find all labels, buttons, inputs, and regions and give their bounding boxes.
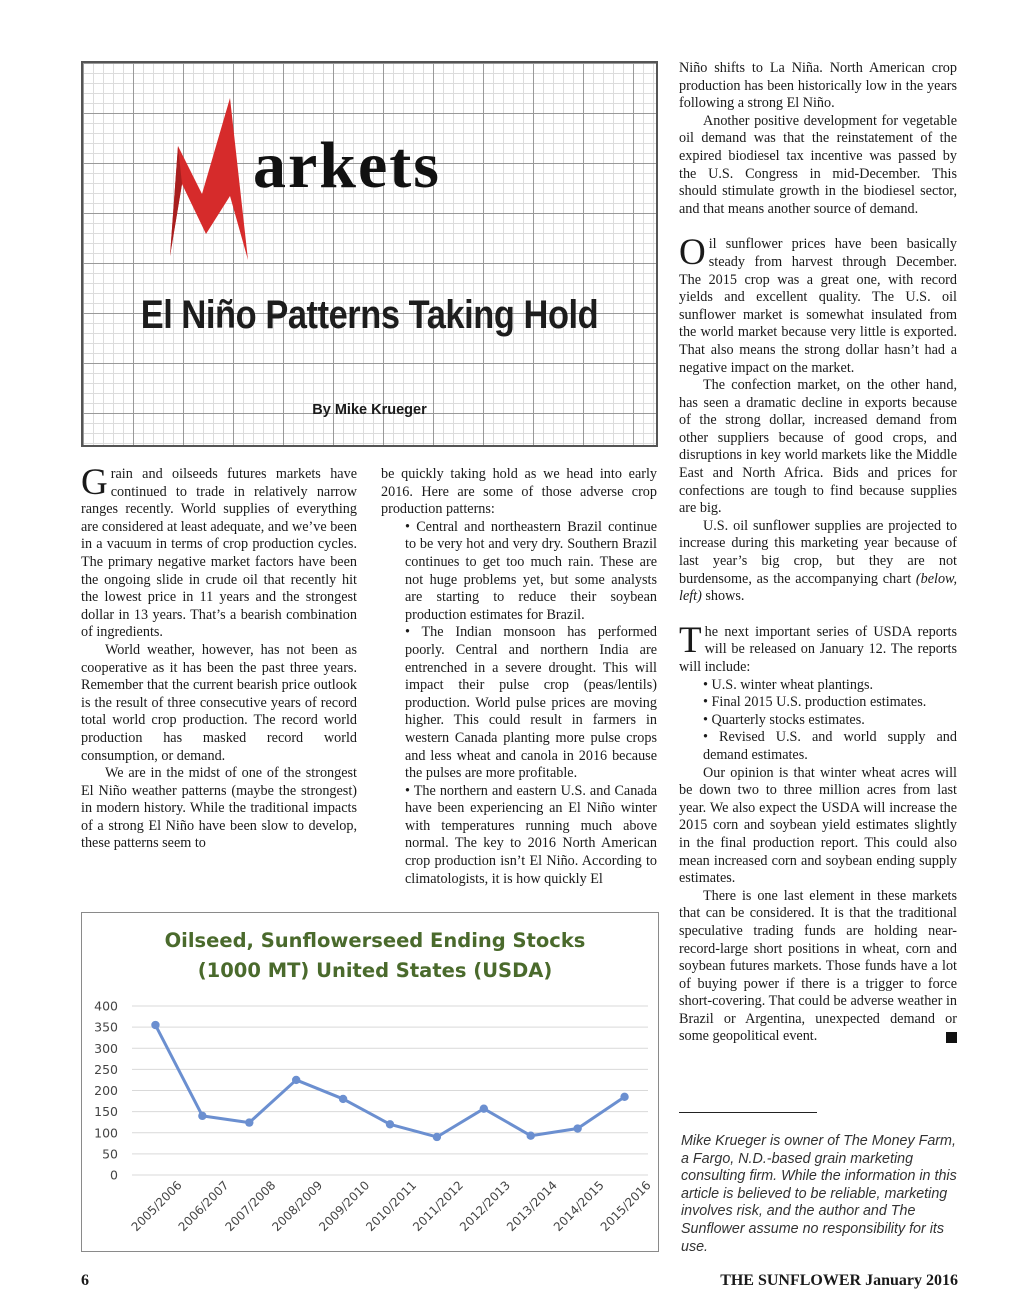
paragraph: Our opinion is that winter wheat acres will be down two to three million acres from last year. We also expect the USDA will increase the 2015 corn and soybean yield estimates slightly in the final production report. This could also mean increased corn and soybean ending supply estimates. — [679, 764, 957, 887]
paragraph: World weather, however, has not been as cooperative as it has been the past three years. Remember that the current bearish price outlook is the result of three consecutive years of record total world crop production. The record world production has masked record world consumption, or demand. — [81, 641, 357, 764]
x-tick-label: 2005/2006 — [128, 1178, 185, 1235]
x-tick-label: 2015/2016 — [597, 1178, 654, 1235]
bullet-item: • The northern and eastern U.S. and Canada have been experiencing an El Niño winter with temperatures running much above normal. The key to 2016 North American crop production isn’t El Niño. According to climatologists, it is how quickly El — [405, 782, 657, 887]
paragraph: U.S. oil sunflower supplies are projected to increase during this marketing year because of last year’s big crop, but they are not burdensome, as the accompanying chart (below, left) shows. — [679, 517, 957, 605]
paragraph: Another positive development for vegetable oil demand was that the reinstatement of the expired biodiesel tax incentive was passed by the U.S. Congress in mid-December. This should stimulate growth in the biodiesel sector, and that means another source of demand. — [679, 112, 957, 217]
data-point — [480, 1104, 488, 1112]
list-item: • Revised U.S. and world supply and demand estimates. — [703, 729, 957, 763]
data-point — [339, 1095, 347, 1103]
paragraph: The next important series of USDA reports will be released on January 12. The reports will include: — [679, 619, 957, 675]
x-tick-label: 2010/2011 — [363, 1178, 420, 1235]
x-tick-label: 2014/2015 — [550, 1178, 607, 1235]
bio-divider — [679, 1112, 817, 1113]
chart-title-line-2: (1000 MT) United States (USDA) — [197, 959, 553, 982]
list-item: • U.S. winter wheat plantings. — [703, 676, 874, 693]
drop-cap: T — [679, 619, 702, 661]
y-tick-label: 400 — [94, 998, 118, 1014]
x-tick-label: 2013/2014 — [503, 1178, 560, 1235]
y-tick-label: 300 — [94, 1040, 118, 1056]
y-tick-label: 250 — [94, 1061, 118, 1077]
publication-footer: THE SUNFLOWER January 2016 — [720, 1272, 958, 1289]
paragraph: The confection market, on the other hand, has seen a dramatic decline in exports because of the strong dollar, increased demand from other suppliers because of good crops, and disruptions in key world markets like the Middle East and North Africa. Bids and prices for confections are tough to find because supplies are big. — [679, 377, 957, 517]
drop-cap: O — [679, 232, 706, 274]
paragraph: Oil sunflower prices have been basically steady from harvest through December. The 2015 crop was a great one, with record yields and excellent quality. The U.S. oil sunflower market is somewhat insulated from the world market because very little is exported. That also means the strong dollar hasn’t had a negative impact on the market. — [679, 232, 957, 376]
markets-logo-text: arkets — [253, 129, 441, 202]
data-point — [292, 1076, 300, 1084]
data-point — [620, 1093, 628, 1101]
data-point — [573, 1124, 581, 1132]
data-point — [245, 1118, 253, 1126]
data-point — [433, 1133, 441, 1141]
markets-logo-m-icon — [168, 96, 250, 260]
x-tick-label: 2007/2008 — [222, 1178, 279, 1235]
y-tick-label: 0 — [110, 1167, 118, 1183]
data-point — [527, 1132, 535, 1140]
y-tick-label: 200 — [94, 1083, 118, 1098]
article-byline: By Mike Krueger — [312, 402, 427, 418]
paragraph: Grain and oilseeds futures markets have continued to trade in relatively narrow ranges recently. World supplies of everything are considered at least adequate, and we’ve been in a vacuum in terms of crop production cycles. The primary negative market factors have been the ongoing slide in crude oil that recently hit the lowest price in 11 years and the strongest dollar in 13 years. That’s a bearish combination of ingredients. — [81, 462, 357, 641]
drop-cap: G — [81, 462, 108, 503]
article-column-1 — [81, 462, 357, 853]
x-tick-label: 2006/2007 — [175, 1178, 232, 1235]
x-tick-label: 2011/2012 — [410, 1178, 467, 1235]
paragraph: There is one last element in these markets that can be considered. It is that the traditional speculative trading funds are holding near-record-large short positions in wheat, corn and soybean futures markets. Those funds have a lot of buying power if there is a trigger to force short-covering. That could be adverse weather in Brazil or Argentina, unexpected demand or some geopolitical event. — [679, 887, 957, 1045]
page-number: 6 — [81, 1272, 89, 1289]
article-column-3 — [679, 60, 957, 1046]
x-tick-label: 2008/2009 — [269, 1178, 326, 1235]
paragraph: be quickly taking hold as we head into early 2016. Here are some of those adverse crop production patterns: — [381, 466, 657, 518]
y-tick-label: 100 — [94, 1125, 118, 1141]
article-headline: El Niño Patterns Taking Hold — [140, 293, 599, 337]
stocks-chart — [81, 912, 659, 1252]
list-item: • Final 2015 U.S. production estimates. — [703, 694, 927, 711]
bullet-item: • Central and northeastern Brazil continue to be very hot and very dry. Southern Brazil continues to get too much rain. These are not huge problems yet, but some analysts are starting to reduce their soybean production estimates for Brazil. — [405, 518, 657, 623]
y-tick-label: 50 — [102, 1146, 118, 1162]
article-column-2 — [381, 466, 657, 888]
y-tick-label: 150 — [94, 1104, 118, 1120]
author-bio: Mike Krueger is owner of The Money Farm, a Fargo, N.D.-based grain marketing consulting firm. While the information in this article is believed to be reliable, marketing involves risk, and the author and The Sunflower assume no responsibility for its use. — [681, 1133, 957, 1255]
data-point — [386, 1120, 394, 1128]
y-tick-label: 350 — [94, 1019, 118, 1035]
data-point — [198, 1112, 206, 1120]
x-tick-label: 2012/2013 — [457, 1178, 513, 1235]
x-tick-label: 2009/2010 — [316, 1178, 373, 1235]
end-mark-icon — [946, 1032, 957, 1043]
data-point — [151, 1021, 159, 1029]
bullet-item: • The Indian monsoon has performed poorly. Central and northern India are entrenched in a severe drought. This will impact their pulse crop (peas/lentils) production. World pulse prices are moving higher. This could result in farmers in western Canada planting more pulse crops and less wheat and canola in 2016 because the pulses are more profitable. — [405, 624, 657, 782]
paragraph: Niño shifts to La Niña. North American crop production has been historically low in the years following a strong El Niño. — [679, 60, 957, 112]
paragraph: We are in the midst of one of the strongest El Niño weather patterns (maybe the strongest) in modern history. While the traditional impacts of a strong El Niño have been slow to develop, these patterns seem to — [81, 765, 357, 852]
chart-svg — [82, 913, 660, 1253]
chart-title-line-1: Oilseed, Sunflowerseed Ending Stocks — [164, 929, 586, 952]
list-item: • Quarterly stocks estimates. — [703, 711, 865, 728]
